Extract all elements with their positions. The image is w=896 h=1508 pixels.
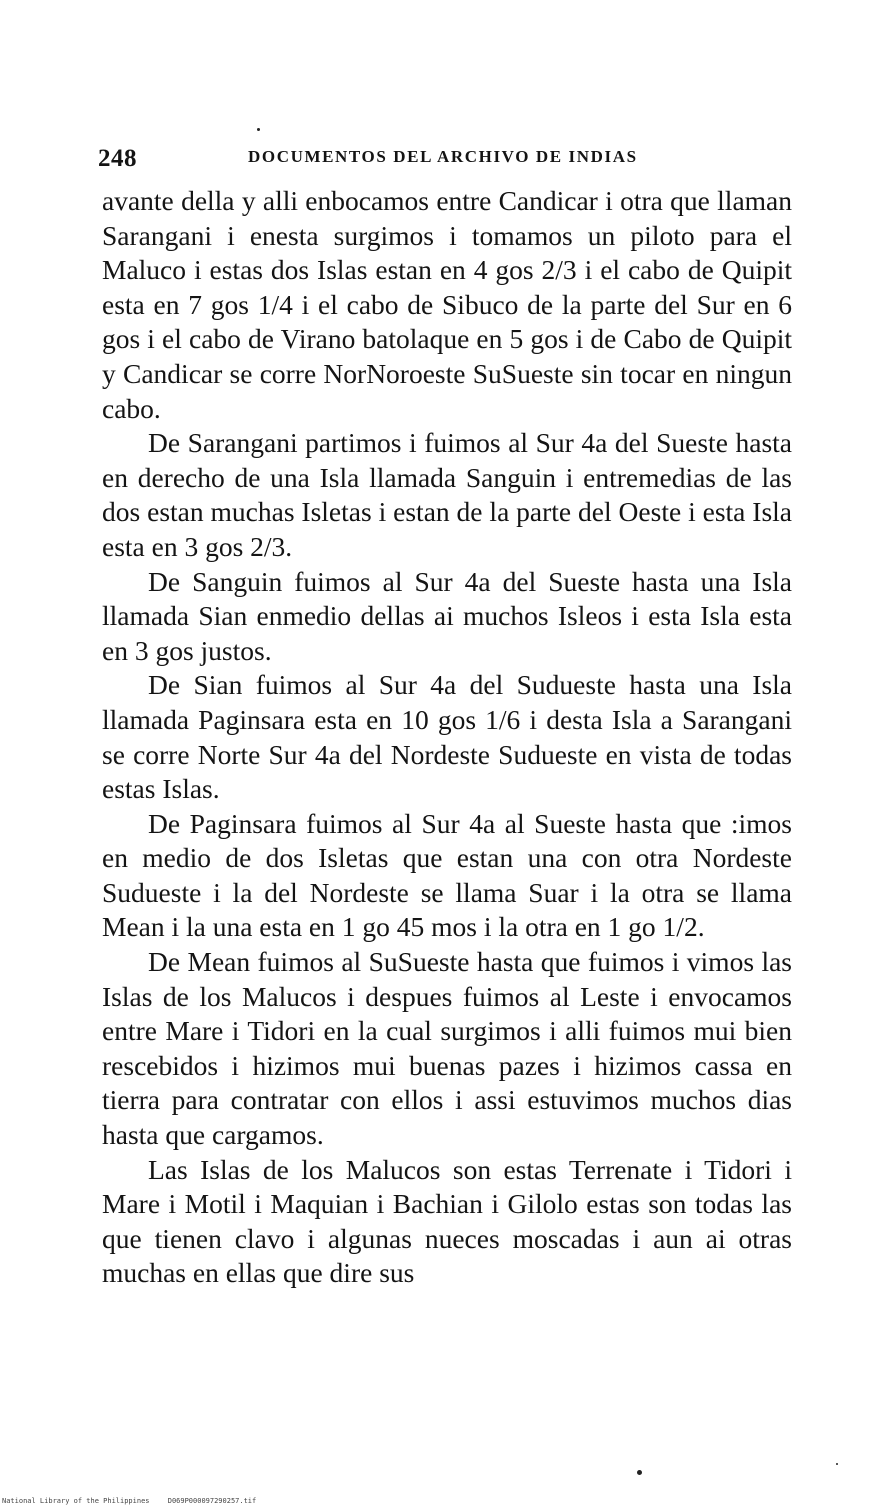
paragraph-7: Las Islas de los Malucos son estas Terrenate i Tidori i Mare i Motil i Maquian i Bachian i Gilolo estas son todas las que tienen clavo i algunas nueces moscadas i aun ai otras muchas en ellas que dire sus	[102, 1153, 792, 1289]
page-number: 248	[98, 145, 137, 172]
paragraph-3: De Sanguin fuimos al Sur 4a del Sueste hasta una Isla llamada Sian enmedio dellas ai muchos Isleos i esta Isla esta en 3 gos justos.	[102, 565, 792, 666]
paragraph-2: De Sarangani partimos i fuimos al Sur 4a del Sueste hasta en derecho de una Isla llamada Sanguin i entremedias de las dos estan muchas Isletas i estan de la parte del Oeste i esta Isla esta en 3 gos 2/3.	[102, 427, 792, 562]
scan-speck	[257, 128, 260, 131]
body-text	[102, 184, 792, 1291]
running-title: DOCUMENTOS DEL ARCHIVO DE INDIAS	[248, 147, 638, 166]
scan-footer	[2, 1497, 270, 1505]
scan-speck	[836, 1463, 838, 1465]
scan-speck	[637, 1470, 642, 1475]
paragraph-1: avante della y alli enbocamos entre Candicar i otra que llaman Sarangani i enesta surgimos i tomamos un piloto para el Maluco i estas dos Islas estan en 4 gos 2/3 i el cabo de Quipit esta en 7 gos 1/4 i el cabo de Sibuco de la parte del Sur en 6 gos i el cabo de Virano batolaque en 5 gos i de Cabo de Quipit y Candicar se corre NorNoroeste SuSueste sin tocar en ningun cabo.	[102, 185, 792, 424]
running-header	[98, 143, 792, 173]
paragraph-6: De Mean fuimos al SuSueste hasta que fuimos i vimos las Islas de los Malucos i despues fuimos al Leste i envocamos entre Mare i Tidori en la cual surgimos i alli fuimos mui bien rescebidos i hizimos mui buenas pazes i hizimos cassa en tierra para contratar con ellos i assi estuvimos muchos dias hasta que cargamos.	[102, 946, 792, 1151]
footer-file: D069P000097290257.tif	[167, 1497, 257, 1505]
paragraph-4: De Sian fuimos al Sur 4a del Sudueste hasta una Isla llamada Paginsara esta en 10 gos 1/6 i desta Isla a Sarangani se corre Norte Sur 4a del Nordeste Sudueste en vista de todas estas Islas.	[102, 669, 792, 805]
footer-source: National Library of the Philippines	[2, 1497, 150, 1505]
paragraph-5: De Paginsara fuimos al Sur 4a al Sueste hasta que :imos en medio de dos Isletas que estan una con otra Nordeste Sudueste i la del Nordeste se llama Suar i la otra se llama Mean i la una esta en 1 go 45 mos i la otra en 1 go 1/2.	[102, 807, 792, 943]
